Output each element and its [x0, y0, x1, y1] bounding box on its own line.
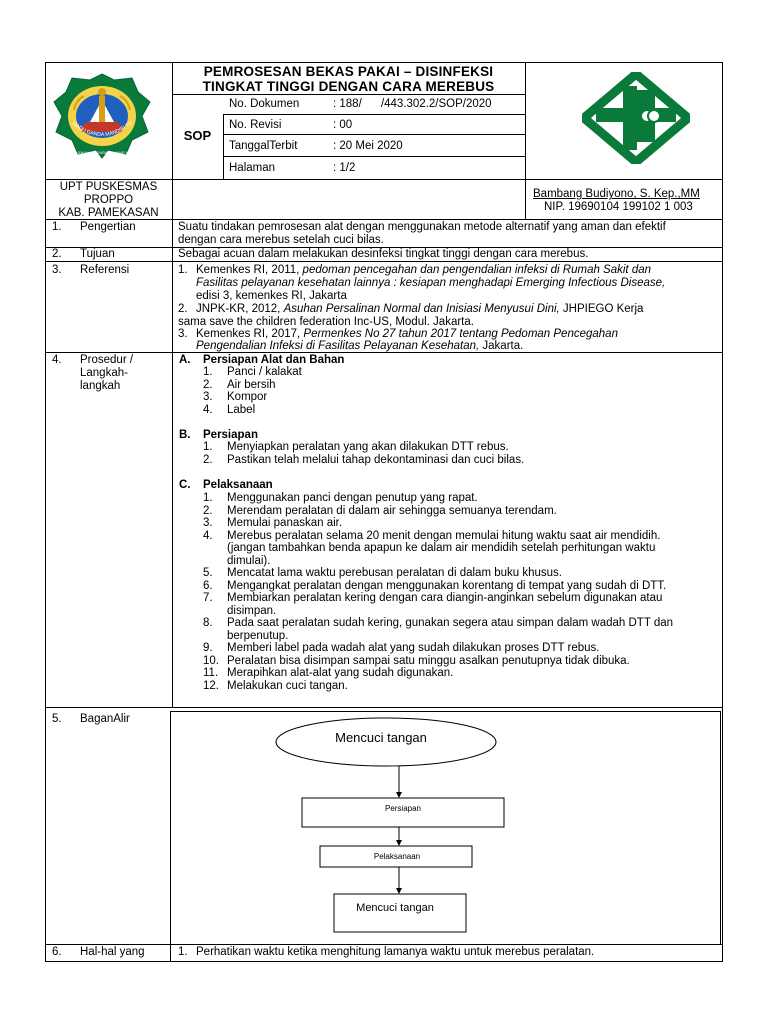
section-6-label: Hal-hal yang [80, 946, 145, 958]
row-6-bottom [45, 961, 723, 962]
border-top [45, 62, 723, 63]
list-item: 2. Air bersih [203, 378, 276, 391]
section-1-label: Pengertian [80, 221, 136, 233]
section-4-label-line-3: langkah [80, 380, 121, 392]
section-4-number: 4. [52, 354, 62, 366]
ref-2-number: 2. [178, 303, 188, 315]
subsection-a-list [203, 366, 302, 416]
section-3-label: Referensi [80, 264, 130, 276]
meta-value-date: : 20 Mei 2020 [333, 140, 403, 152]
subsection-b-title: Persiapan [203, 429, 258, 441]
meta-key-page: Halaman [229, 162, 276, 174]
ref-3-place: Jakarta. [479, 340, 524, 352]
section-1-text-line-2: dengan cara merebus setelah cuci bilas. [178, 234, 384, 246]
section-2-text: Sebagai acuan dalam melakukan desinfeksi tingkat tinggi dengan cara merebus. [178, 248, 589, 260]
flow-end-label: Mencuci tangan [356, 902, 434, 914]
border-right [722, 62, 723, 962]
signer-name: Bambang Budiyono, S. Kep.,MM [533, 188, 700, 200]
sop-label: SOP [183, 128, 212, 143]
list-item: 1. Menggunakan panci dengan penutup yang rapat. [203, 492, 478, 504]
list-item: 4. Merebus peralatan selama 20 menit dengan memulai hitung waktu saat air mendidih. [203, 529, 661, 542]
emblem-caption-text: MEWUJUDKAN MASYARAKAT YANG MANDIRI [63, 151, 141, 155]
subsection-a-letter: A. [179, 354, 191, 366]
document-title-line-1: PEMROSESAN BEKAS PAKAI – DISINFEKSI [203, 64, 494, 79]
flow-start-label: Mencuci tangan [335, 730, 427, 745]
header-meta-line-3 [223, 156, 525, 157]
flow-box-right [720, 711, 721, 944]
ref-2-title: Asuhan Persalinan Normal dan Inisiasi Menyusui Dini, [283, 303, 560, 315]
header-divider-sop [223, 114, 224, 179]
ref-1-author: Kemenkes RI, 2011, [196, 264, 303, 276]
ref-3-line-2 [196, 340, 523, 353]
ref-3-title-a: Permenkes No 27 tahun 2017 tentang Pedoman Pencegahan [303, 328, 618, 340]
row-5-bottom [45, 944, 723, 945]
list-item: 10. Peralatan bisa disimpan sampai satu minggu asalkan penutupnya tidak dibuka. [203, 654, 630, 667]
section-6-number: 6. [52, 946, 62, 958]
header-divider-logo-right [525, 62, 526, 179]
meta-value-page: : 1/2 [333, 162, 356, 174]
regency-emblem-logo [52, 70, 152, 160]
subsection-b-letter: B. [179, 429, 191, 441]
list-item: disimpan. [227, 604, 277, 617]
ref-1-line-3: edisi 3, kemenkes RI, Jakarta [196, 290, 347, 302]
list-item: (jangan tambahkan benda apapun ke dalam air mendidih setelah perhitungan waktu [227, 542, 656, 554]
list-item: 3. Memulai panaskan air. [203, 517, 343, 529]
header-bottom [45, 179, 723, 180]
section-3-number: 3. [52, 264, 62, 276]
header-meta-line-1 [223, 114, 525, 115]
subsection-a-title: Persiapan Alat dan Bahan [203, 354, 345, 366]
subsection-b-list [203, 441, 524, 467]
meta-key-rev: No. Revisi [229, 119, 282, 131]
section-1-text-line-1: Suatu tindakan pemrosesan alat dengan menggunakan metode alternatif yang aman dan efektif [178, 221, 666, 233]
body-col-divider [172, 219, 173, 707]
list-item: 11. Merapihkan alat-alat yang sudah digunakan. [203, 667, 454, 679]
meta-key-doc: No. Dokumen [229, 98, 300, 110]
ref-2-line-1 [196, 303, 643, 316]
emblem-motto-text: MADU GANDA MANDIRI TU [70, 120, 134, 139]
section-4-label-line-1: Prosedur / [80, 354, 134, 366]
ref-2-author: JNPK-KR, 2012, [196, 303, 284, 315]
ref-3-number: 3. [178, 328, 188, 340]
list-item: 4. Label [203, 403, 256, 416]
ref-1-number: 1. [178, 264, 188, 276]
section-1-number: 1. [52, 221, 62, 233]
ref-2-publisher: JHPIEGO Kerja [559, 303, 644, 315]
list-item: 2. Pastikan telah melalui tahap dekontaminasi dan cuci bilas. [203, 454, 525, 466]
row-6-divider [170, 944, 171, 962]
flowchart [172, 712, 720, 944]
puskesmas-logo [582, 72, 690, 164]
subsection-c-title: Pelaksanaan [203, 479, 273, 491]
list-item: dimulai). [227, 554, 271, 567]
document-title-line-2: TINGKAT TINGGI DENGAN CARA MEREBUS [202, 79, 495, 94]
ref-3-title-b: Pengendalian Infeksi di Fasilitas Pelayanan Kesehatan, [196, 340, 480, 352]
section-2-label: Tujuan [80, 248, 115, 260]
list-item: 1. Panci / kalakat [203, 366, 302, 378]
section-5-number: 5. [52, 713, 62, 725]
flow-box-left [170, 711, 171, 944]
list-item: 1. Menyiapkan peralatan yang akan dilakukan DTT rebus. [203, 441, 509, 453]
list-item: 9. Memberi label pada wadah alat yang sudah dilakukan proses DTT rebus. [203, 642, 600, 654]
meta-value-rev: : 00 [333, 119, 353, 131]
org-name-line-3: KAB. PAMEKASAN [58, 207, 159, 219]
list-item: 8. Pada saat peralatan sudah kering, gunakan segera atau simpan dalam wadah DTT dan [203, 617, 674, 629]
section-6-item-text: Perhatikan waktu ketika menghitung lamanya waktu untuk merebus peralatan. [196, 946, 595, 958]
org-divider-right [525, 179, 526, 219]
org-divider-left [172, 179, 173, 219]
ref-3-author: Kemenkes RI, 2017, [196, 328, 304, 340]
ref-2-line-2: sama save the children federation Inc-US, Modul. Jakarta. [178, 316, 474, 328]
subsection-c-list [203, 492, 717, 692]
row-4-bottom [45, 707, 723, 708]
signer-nip: NIP. 19690104 199102 1 003 [544, 201, 693, 213]
list-item: 2. Merendam peralatan di dalam air sehingga semuanya terendam. [203, 504, 557, 517]
section-4-label-line-2: Langkah- [80, 367, 128, 379]
list-item: 7. Membiarkan peralatan kering dengan cara diangin-anginkan sebelum digunakan atau [203, 592, 663, 604]
flow-step1-label: Persiapan [384, 804, 422, 813]
list-item: 3. Kompor [203, 391, 268, 403]
header-meta-line-2 [223, 134, 525, 135]
section-6-item-number: 1. [178, 946, 188, 958]
flow-step2-label: Pelaksanaan [373, 852, 421, 861]
section-2-number: 2. [52, 248, 62, 260]
ref-1-line-2: Fasilitas pelayanan kesehatan lainnya : kesiapan menghadapi Emerging Infectious Disease, [196, 277, 666, 289]
list-item: 12. Melakukan cuci tangan. [203, 679, 348, 692]
subsection-c-letter: C. [179, 479, 191, 491]
ref-1-line-1 [196, 264, 651, 277]
list-item: 5. Mencatat lama waktu perebusan peralatan di dalam buku khusus. [203, 567, 562, 579]
ref-1-title-a: pedoman pencegahan dan pengendalian infeksi di Rumah Sakit dan [302, 264, 652, 276]
list-item: berpenutup. [227, 629, 289, 642]
section-5-label: BaganAlir [80, 713, 130, 725]
row-2-bottom [45, 261, 723, 262]
list-item: 6. Mengangkat peralatan dengan menggunakan korentang di tempat yang sudah di DTT. [203, 579, 667, 592]
org-name-line-1: UPT PUSKESMAS [59, 181, 158, 193]
header-title-bottom [172, 94, 525, 95]
org-name-line-2: PROPPO [83, 194, 134, 206]
meta-value-doc: : 188/ /443.302.2/SOP/2020 [333, 98, 492, 110]
meta-key-date: TanggalTerbit [229, 140, 298, 152]
